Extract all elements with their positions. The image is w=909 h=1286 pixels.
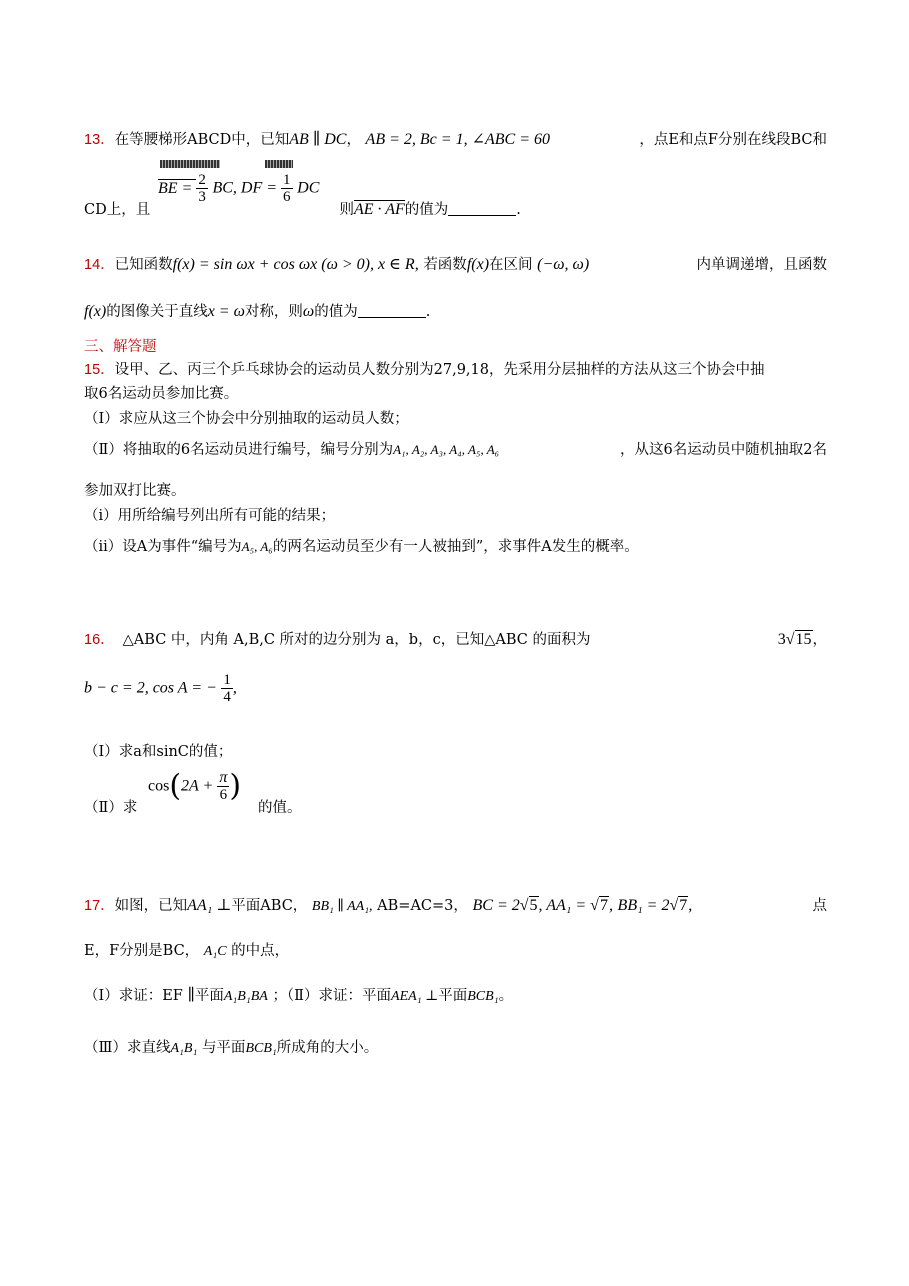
- fraction-pi-sixth: $\frac{\pi}{6}$: [219, 769, 228, 803]
- section-heading: 三、解答题: [84, 339, 157, 355]
- q16-line2: b − c = 2, cos A = − $\frac{1}{4}$ ,: [84, 672, 237, 705]
- garbled-mark: [265, 160, 293, 168]
- math-parallel: AB ∥ DC: [289, 131, 347, 148]
- q15-part2-cont: 参加双打比赛。: [84, 483, 186, 499]
- fraction-one-quarter: $\frac{1}{4}$: [223, 672, 231, 705]
- math-interval: (−ω, ω): [537, 256, 590, 273]
- q14-number: 14．: [84, 257, 115, 273]
- garbled-mark: [160, 160, 220, 168]
- q16-part1: （Ⅰ）求a和sinC的值；: [84, 744, 233, 760]
- q13-math-line: BE = $\frac{2}{3}$ BC, DF = $\frac{1}{6}$ DC: [158, 172, 320, 205]
- q16-line1: 16． △ABC 中，内角 A,B,C 所对的边分别为 a，b，c，已知△ABC 的面积为 3√15，: [84, 631, 827, 648]
- math-dot-product: AE · AF: [353, 201, 405, 218]
- q17-part2: （Ⅲ）求直线A₁B₁ 与平面BCB₁所成角的大小。: [84, 1040, 379, 1056]
- q13-number: 13．: [84, 132, 115, 148]
- q16-number: 16．: [84, 632, 115, 648]
- q15-part3: （i）用所给编号列出所有可能的结果；: [84, 508, 336, 524]
- q16-part2: （Ⅱ）求: [84, 800, 138, 816]
- q15-line1: 15．设甲、乙、丙三个乒乓球协会的运动员人数分别为27,9,18，先采用分层抽样的方法从这三个协会中抽: [84, 362, 765, 378]
- answer-blank: [358, 303, 426, 318]
- q15-part2: （Ⅱ）将抽取的6名运动员进行编号，编号分别为A₁, A₂, A₃, A₄, A₅, A₆ ，从这6名运动员中随机抽取2名: [84, 442, 827, 458]
- answer-blank: [448, 201, 516, 216]
- q14-line1: 14．已知函数f(x) = sin ωx + cos ωx (ω > 0), x ∈ R, 若函数f(x)在区间 (−ω, ω) 内单调递增，且函数: [84, 256, 827, 273]
- q16-cos-expr: cos(2A + $\frac{\pi}{6}$ ): [148, 768, 242, 804]
- q15-part1: （Ⅰ）求应从这三个协会中分别抽取的运动员人数；: [84, 411, 409, 427]
- q13-line3: CD上，且 则AE · AF的值为 .: [84, 201, 521, 218]
- math-labels: A₁, A₂, A₃, A₄, A₅, A₆: [393, 442, 500, 457]
- fraction-one-sixth: $\frac{1}{6}$: [283, 172, 291, 205]
- q15-part4: （ii）设A为事件“编号为A₅, A₆的两名运动员至少有一人被抽到”，求事件A发生的概率。: [84, 539, 639, 555]
- q14-line2: f(x)的图像关于直线x = ω对称，则ω的值为 .: [84, 303, 431, 320]
- q17-part1: （Ⅰ）求证：EF ∥平面A₁B₁BA ；（Ⅱ）求证：平面AEA₁ ⊥平面BCB₁。: [84, 987, 514, 1004]
- q15-line2: 取6名运动员参加比赛。: [84, 386, 239, 402]
- math-given: AB = 2, Bc = 1, ∠ABC = 60: [365, 131, 550, 148]
- q15-number: 15．: [84, 362, 115, 378]
- q17-line2: E，F分别是BC， A₁C 的中点，: [84, 943, 290, 959]
- q13-line1: 13．在等腰梯形ABCD中，已知AB ∥ DC， AB = 2, Bc = 1, ∠ABC = 60 ，点E和点F分别在线段BC和: [84, 131, 827, 148]
- fraction-two-thirds: $\frac{2}{3}$: [198, 172, 206, 205]
- q17-number: 17．: [84, 898, 115, 914]
- q17-line1: 17．如图，已知AA₁ ⊥平面ABC， BB₁ ∥ AA₁, AB=AC=3， BC = 2√5, AA₁ = √7, BB₁ = 2√7, 点: [84, 897, 827, 914]
- math-function: f(x) = sin ωx + cos ωx (ω > 0), x ∈ R,: [172, 256, 419, 273]
- q16-part2-end: 的值。: [258, 800, 302, 816]
